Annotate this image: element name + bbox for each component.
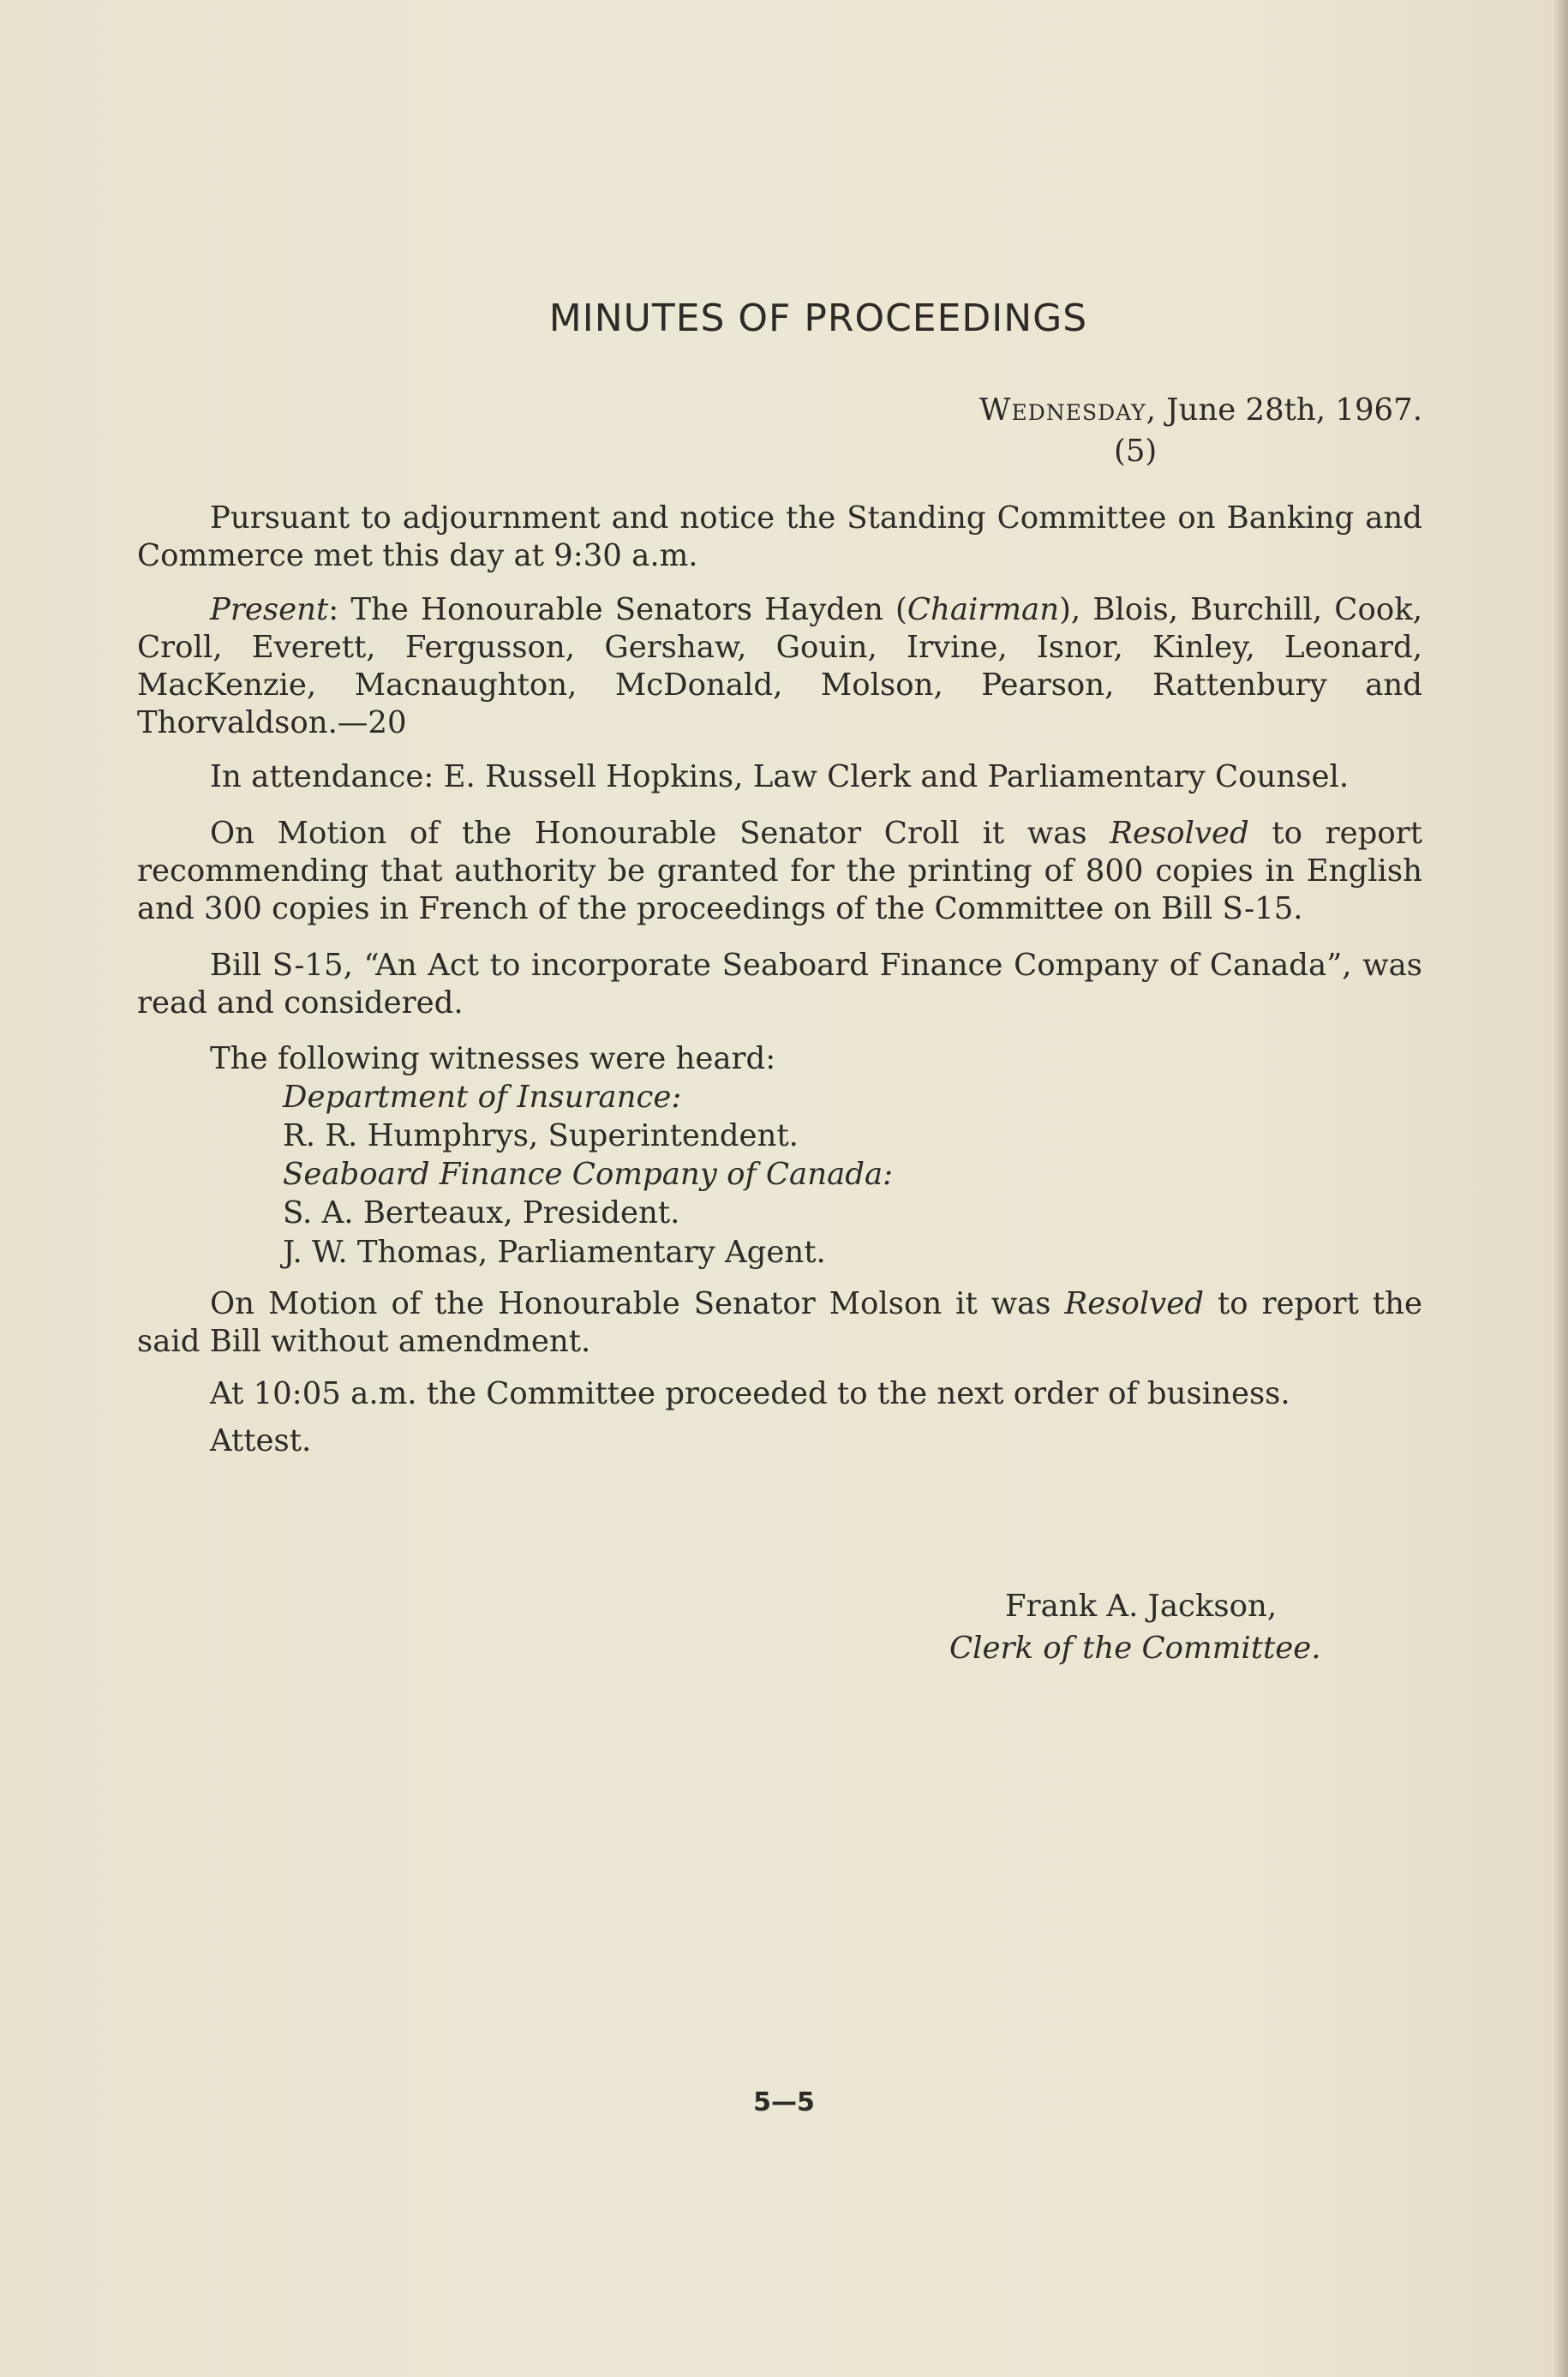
witness-berteaux: S. A. Berteaux, President. bbox=[283, 1195, 680, 1230]
present-paragraph bbox=[137, 591, 1422, 742]
witness-group-company bbox=[283, 1156, 893, 1194]
amendment-motion-paragraph bbox=[137, 1285, 1422, 1361]
present-text-b: ), Blois, Burchill, Cook, Croll, Everett, Fergusson, Gershaw, Gouin, Irvine, Isnor, Kinley, Leonard, MacKenzie, Macnaughton, McDonald, Molson, Pearson, Rattenbury and Thorvaldson.—20 bbox=[137, 592, 1422, 740]
weekday: Wednesday, bbox=[979, 392, 1157, 428]
attendance-paragraph: In attendance: E. Russell Hopkins, Law Clerk and Parliamentary Counsel. bbox=[210, 759, 1350, 794]
witnesses-intro: The following witnesses were heard: bbox=[210, 1041, 776, 1076]
printing-motion-paragraph bbox=[137, 815, 1422, 928]
page-edge-shadow bbox=[1553, 0, 1568, 2377]
witness-group-department bbox=[283, 1079, 681, 1117]
signer-name: Frank A. Jackson, bbox=[1005, 1589, 1278, 1624]
meeting-number: (5) bbox=[1114, 434, 1158, 469]
resolved-label: Resolved bbox=[1110, 816, 1249, 851]
motion2-text-b: to report the said Bill without amendment. bbox=[137, 1286, 1422, 1359]
company-label: Seaboard Finance Company of Canada: bbox=[283, 1157, 894, 1192]
witness-humphrys: R. R. Humphrys, Superintendent. bbox=[283, 1118, 799, 1153]
resolved-label-2: Resolved bbox=[1064, 1286, 1204, 1321]
chairman-label: Chairman bbox=[907, 592, 1060, 627]
adjournment-line: At 10:05 a.m. the Committee proceeded to the next order of business. bbox=[210, 1376, 1290, 1411]
department-label: Department of Insurance: bbox=[283, 1080, 682, 1115]
page-title: MINUTES OF PROCEEDINGS bbox=[548, 296, 1088, 340]
opening-paragraph: Pursuant to adjournment and notice the Standing Committee on Banking and Commerce met this day at 9:30 a.m. bbox=[137, 500, 1422, 573]
page-number: 5—5 bbox=[753, 2087, 815, 2117]
present-label: Present bbox=[210, 592, 329, 627]
motion2-text-a: On Motion of the Honourable Senator Molson it was bbox=[210, 1286, 1065, 1321]
witness-thomas: J. W. Thomas, Parliamentary Agent. bbox=[283, 1235, 826, 1270]
signer-title: Clerk of the Committee. bbox=[949, 1631, 1321, 1666]
date-text: June 28th, 1967. bbox=[1156, 392, 1422, 428]
motion1-text-b: to report recommending that authority be granted for the printing of 800 copies in English and 300 copies in French of the proceedings of the Committee on Bill S-15. bbox=[137, 816, 1422, 926]
present-text-a: : The Honourable Senators Hayden ( bbox=[328, 592, 907, 627]
meeting-date bbox=[651, 392, 1422, 429]
attest-line: Attest. bbox=[210, 1423, 312, 1458]
bill-paragraph: Bill S-15, “An Act to incorporate Seaboard Finance Company of Canada”, was read and considered. bbox=[137, 948, 1422, 1021]
motion1-text-a: On Motion of the Honourable Senator Croll it was bbox=[210, 816, 1110, 851]
